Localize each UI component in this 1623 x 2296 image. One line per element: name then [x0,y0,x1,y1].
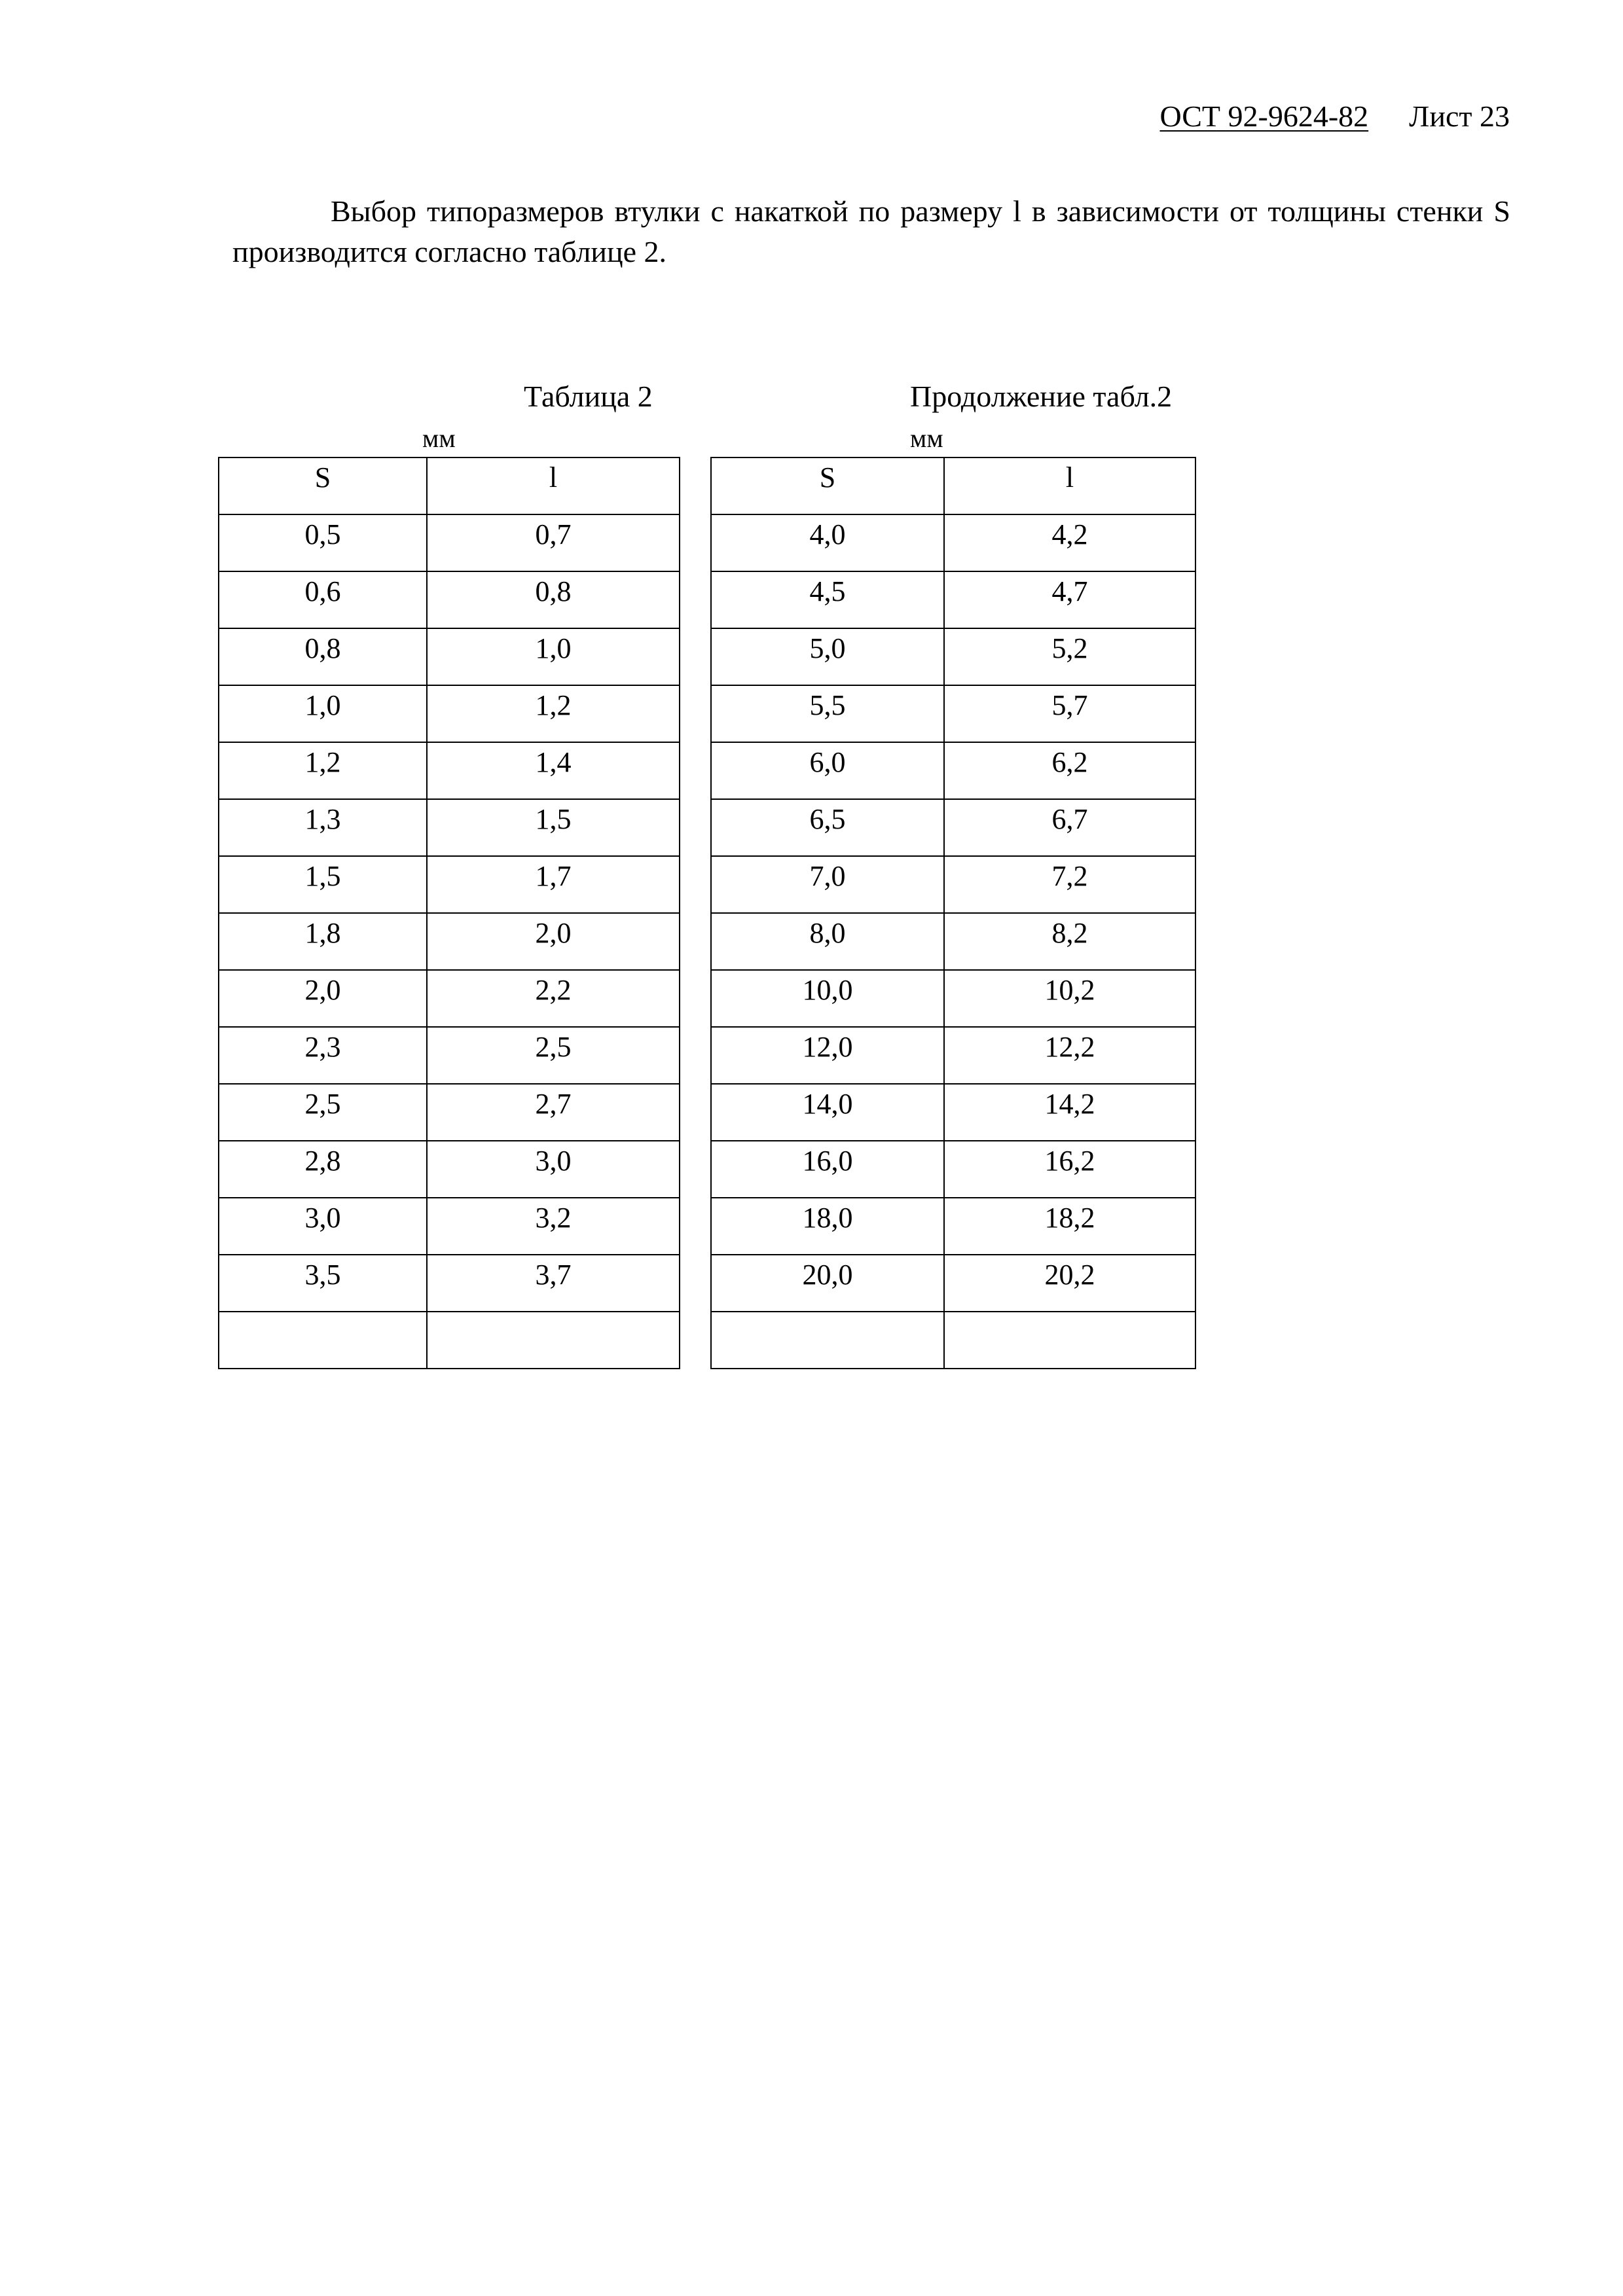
column-header-s: S [711,457,944,514]
table-row [219,1141,680,1198]
table-row [711,970,1195,1027]
cell-l: 1,5 [427,799,680,856]
document-code: ОСТ 92-9624-82 [1159,99,1369,133]
table-left-caption: Таблица 2 [524,380,653,413]
table-left [218,457,680,1369]
cell-l: 1,4 [427,742,680,799]
cell-l: 18,2 [944,1198,1195,1255]
column-header-l: l [944,457,1195,514]
table-row [219,514,680,571]
cell-s: 5,5 [711,685,944,742]
table-header-row [711,457,1195,514]
cell-l: 0,7 [427,514,680,571]
cell-l: 6,7 [944,799,1195,856]
cell-s: 6,0 [711,742,944,799]
cell-l: 1,0 [427,628,680,685]
cell-s: 10,0 [711,970,944,1027]
table-row [219,742,680,799]
table-row [711,799,1195,856]
cell-l: 1,2 [427,685,680,742]
cell-s: 3,5 [219,1255,427,1312]
cell-l: 6,2 [944,742,1195,799]
cell-s: 4,0 [711,514,944,571]
cell-l: 20,2 [944,1255,1195,1312]
cell-l: 4,7 [944,571,1195,628]
table-row [711,514,1195,571]
table-row [711,1255,1195,1312]
cell-l: 10,2 [944,970,1195,1027]
table-row [219,1312,680,1369]
table-row [219,913,680,970]
page-header [1159,97,1510,136]
table-row [711,1084,1195,1141]
cell-s: 18,0 [711,1198,944,1255]
cell-l: 2,0 [427,913,680,970]
table-row [711,913,1195,970]
cell-s: 6,5 [711,799,944,856]
cell-s: 2,5 [219,1084,427,1141]
intro-paragraph: Выбор типоразмеров втулки с накаткой по размеру l в зависимости от толщины стенки S производится согласно таблице 2. [232,194,1510,268]
table-row [711,1141,1195,1198]
cell-l: 3,2 [427,1198,680,1255]
cell-l: 4,2 [944,514,1195,571]
table-row [711,685,1195,742]
cell-s: 1,5 [219,856,427,913]
table-left-unit: мм [422,423,456,453]
cell-l: 1,7 [427,856,680,913]
cell-s: 16,0 [711,1141,944,1198]
cell-s: 4,5 [711,571,944,628]
cell-s: 2,0 [219,970,427,1027]
sheet-number: Лист 23 [1409,99,1510,133]
cell-s: 1,8 [219,913,427,970]
cell-s: 14,0 [711,1084,944,1141]
cell-l: 2,5 [427,1027,680,1084]
cell-l: 16,2 [944,1141,1195,1198]
cell-s: 0,6 [219,571,427,628]
cell-s: 5,0 [711,628,944,685]
table-row [219,799,680,856]
table-row [219,1198,680,1255]
table-row [219,1084,680,1141]
table-row [219,571,680,628]
cell-s: 12,0 [711,1027,944,1084]
cell-s: 7,0 [711,856,944,913]
table-row [219,856,680,913]
cell-l: 3,7 [427,1255,680,1312]
table-row [219,1255,680,1312]
cell-l: 12,2 [944,1027,1195,1084]
cell-l: 2,2 [427,970,680,1027]
cell-l: 0,8 [427,571,680,628]
cell-s: 20,0 [711,1255,944,1312]
table-row [711,1198,1195,1255]
cell-l: 7,2 [944,856,1195,913]
table-left-body [219,514,680,1369]
table-row [711,742,1195,799]
table-header-row [219,457,680,514]
table-row [711,856,1195,913]
cell-s: 8,0 [711,913,944,970]
column-header-s: S [219,457,427,514]
table-right-body [711,514,1195,1369]
cell-l [944,1312,1195,1369]
table-row [219,685,680,742]
table-row [219,628,680,685]
cell-s [219,1312,427,1369]
table-row [219,970,680,1027]
cell-s: 3,0 [219,1198,427,1255]
cell-s: 2,3 [219,1027,427,1084]
cell-s: 1,0 [219,685,427,742]
table-row [711,1312,1195,1369]
cell-l: 5,2 [944,628,1195,685]
table-right-caption: Продолжение табл.2 [910,380,1173,413]
cell-s [711,1312,944,1369]
table-row [219,1027,680,1084]
table-row [711,1027,1195,1084]
cell-l: 3,0 [427,1141,680,1198]
cell-l: 8,2 [944,913,1195,970]
cell-s: 0,8 [219,628,427,685]
table-right [710,457,1196,1369]
table-row [711,628,1195,685]
cell-s: 1,3 [219,799,427,856]
cell-s: 0,5 [219,514,427,571]
cell-s: 2,8 [219,1141,427,1198]
cell-l [427,1312,680,1369]
cell-s: 1,2 [219,742,427,799]
table-right-unit: мм [910,423,943,453]
cell-l: 2,7 [427,1084,680,1141]
column-header-l: l [427,457,680,514]
cell-l: 5,7 [944,685,1195,742]
cell-l: 14,2 [944,1084,1195,1141]
table-row [711,571,1195,628]
